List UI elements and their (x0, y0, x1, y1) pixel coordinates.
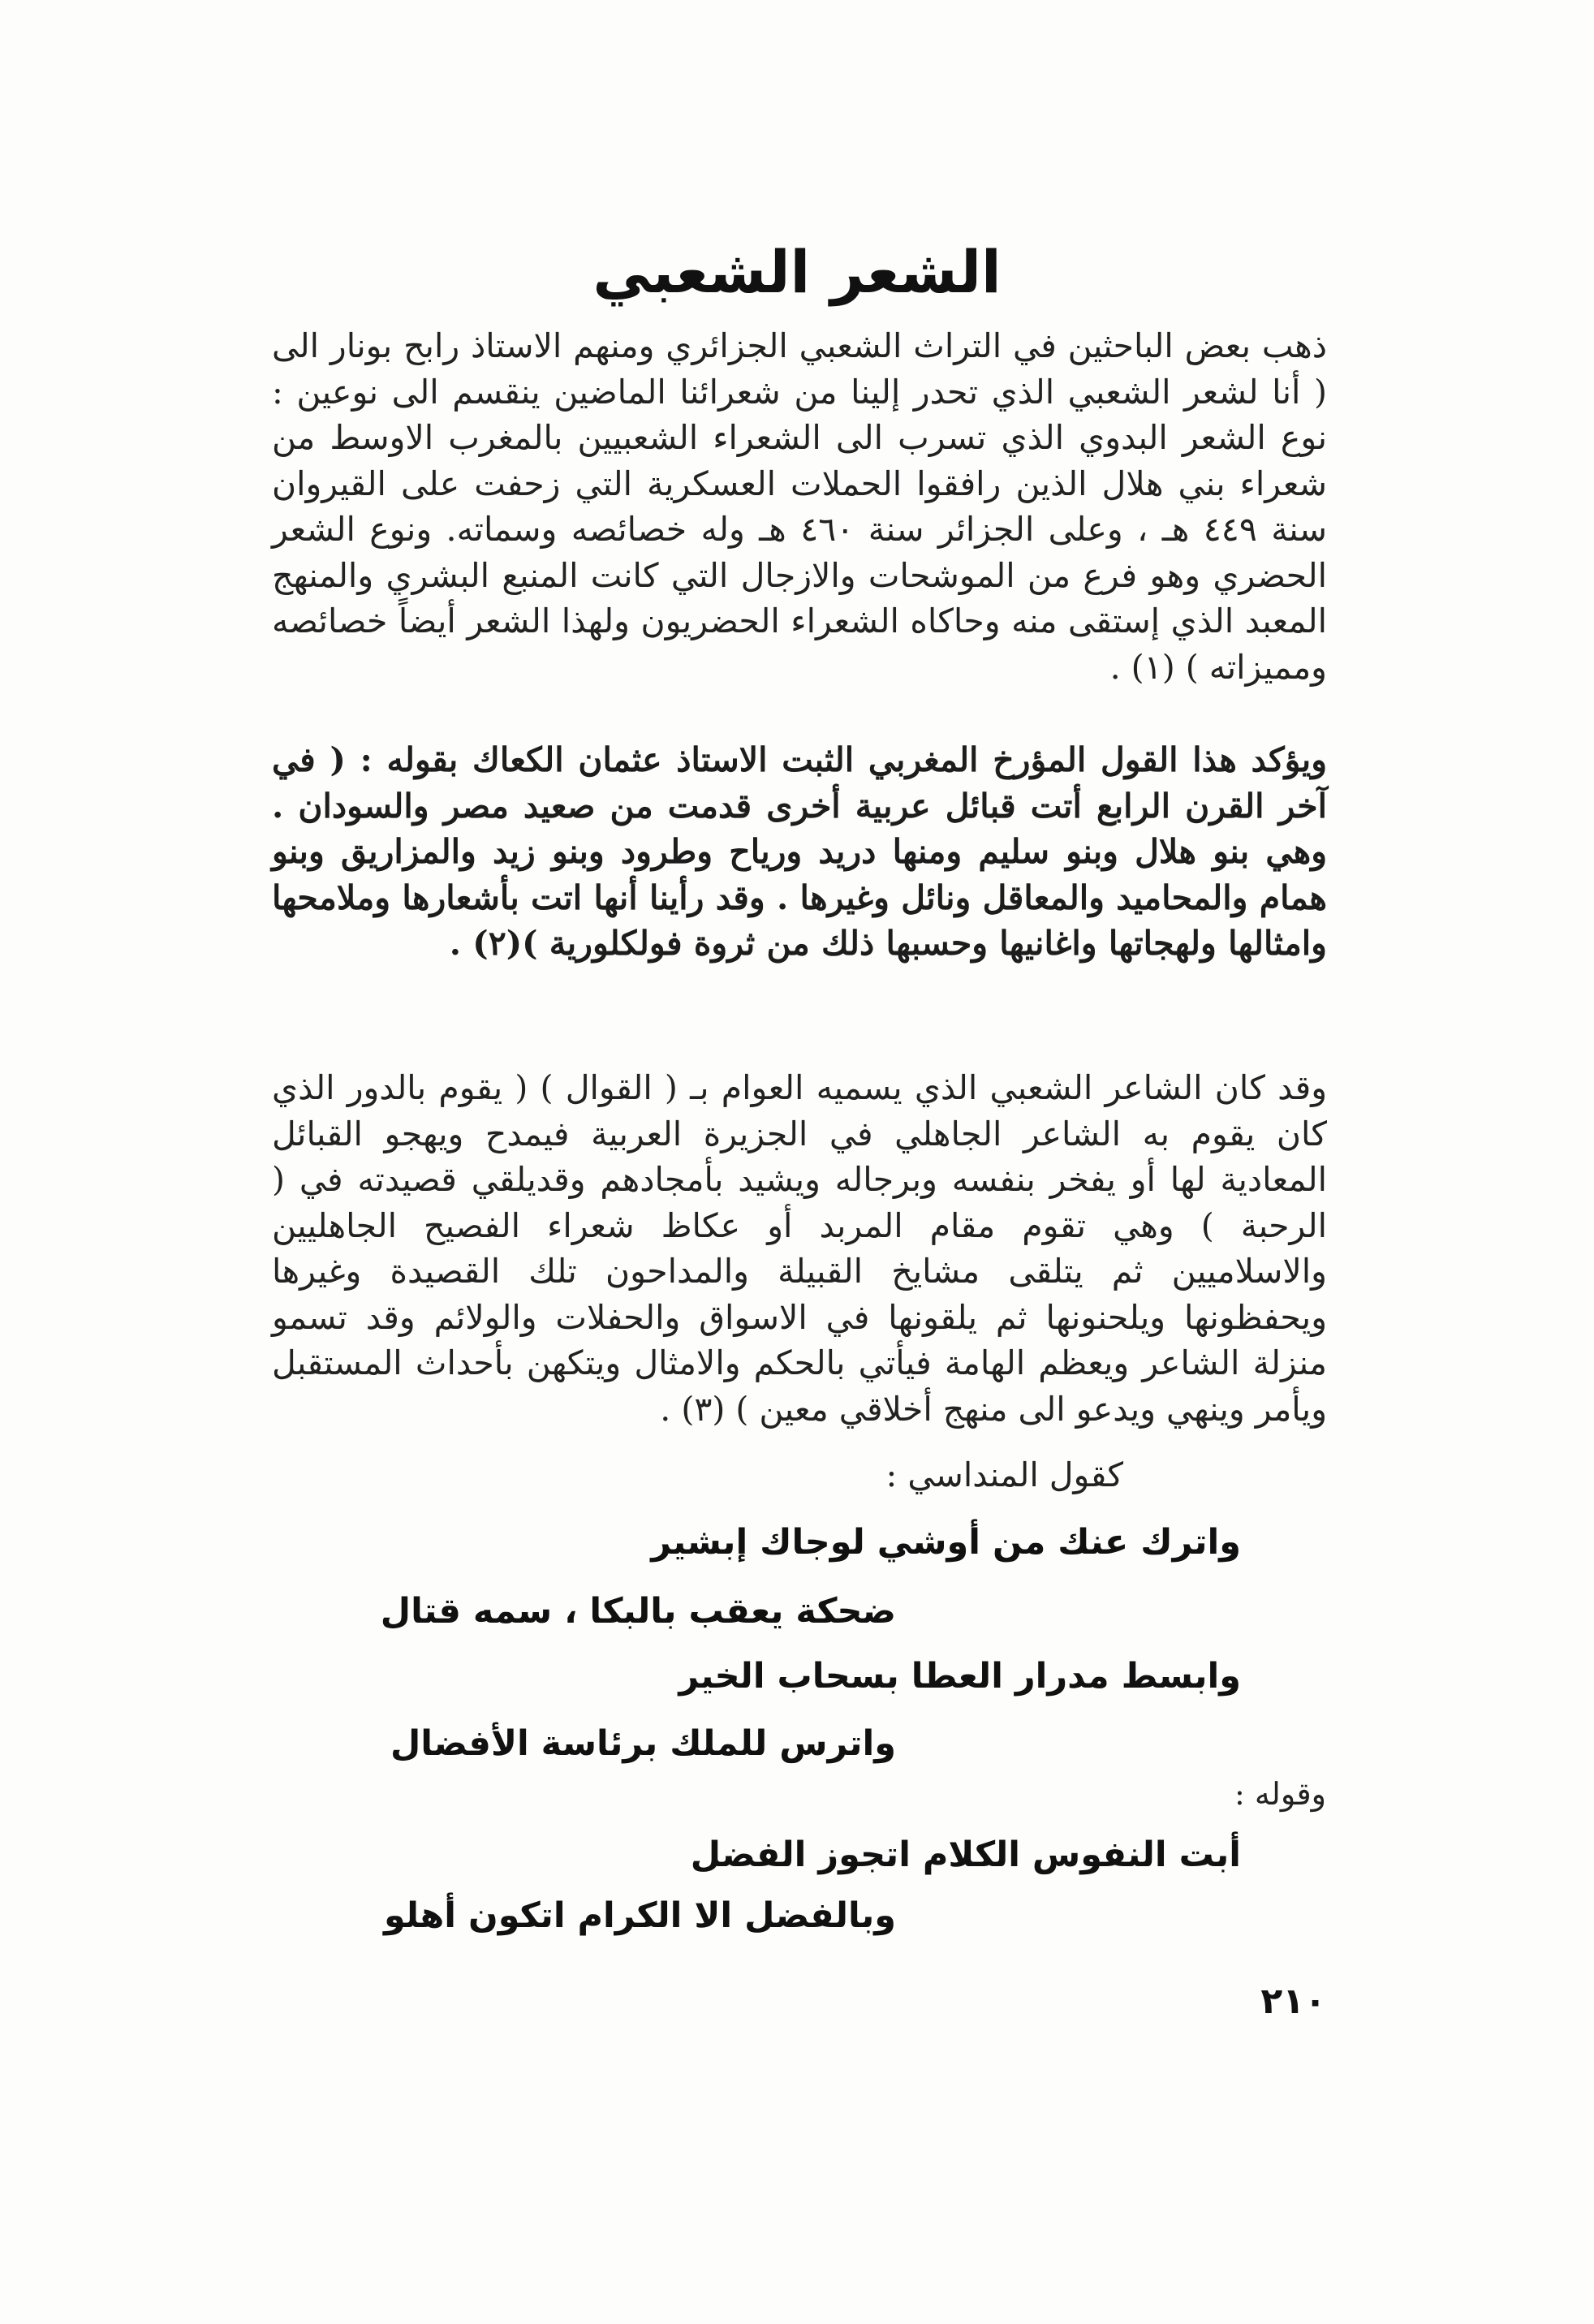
paragraph-text: وقد كان الشاعر الشعبي الذي يسميه العوام بـ ( القوال ) ( يقوم بالدور الذي كان يقوم به الشاعر الجاهلي في الجزيرة العربية فيمدح ويهجو القبائل المعادية لها أو يفخر بنفسه وبرجاله ويشيد بأمجادهم وقديلقي قصيدته في ( الرحبة ) وهي تقوم مقام المربد أو عكاظ شعراء الفصيح الجاهليين والاسلاميين ثم يتلقى مشايخ القبيلة والمداحون تلك القصيدة وغيرها ويحفظونها ويلحنونها ثم يلقونها في الاسواق والحفلات والولائم وقد تسمو منزلة الشاعر ويعظم الهامة فيأتي بالحكم والامثال ويتكهن بأحداث المستقبل ويأمر وينهي ويدعو الى منهج أخلاقي معين ) (٣) . (272, 1068, 1327, 1429)
paragraph-2 (272, 737, 1327, 967)
paragraph-text: ذهب بعض الباحثين في التراث الشعبي الجزائري ومنهم الاستاذ رابح بونار الى ( أنا لشعر الشعبي الذي تحدر إلينا من شعرائنا الماضين ينقسم الى نوعين : نوع الشعر البدوي الذي تسرب الى الشعراء الشعبيين بالمغرب الاوسط من شعراء بني هلال الذين رافقوا الحملات العسكرية التي زحفت على القيروان سنة ٤٤٩ هـ ، وعلى الجزائر سنة ٤٦٠ هـ وله خصائصه وسماته. ونوع الشعر الحضري وهو فرع من الموشحات والازجال التي كانت المنبع البشري والمنهج المعبد الذي إستقى منه وحاكاه الشعراء الحضريون ولهذا الشعر أيضاً خصائصه ومميزاته ) (١) . (272, 326, 1327, 687)
page-title: الشعر الشعبي (592, 238, 1002, 306)
paragraph-1 (272, 323, 1327, 690)
poem-1-verse-2: ضحكة يعقب بالبكا ، سمه قتال (380, 1591, 896, 1632)
paragraph-text: ويؤكد هذا القول المؤرخ المغربي الثبت الاستاذ عثمان الكعاك بقوله : ( في آخر القرن الرابع أتت قبائل عربية أخرى قدمت من صعيد مصر والسودان . وهي بنو هلال وبنو سليم ومنها دريد ورياح وطرود وبنو زيد والمزاريق وبنو همام والمحاميد والمعاقل ونائل وغيرها . وقد رأينا أنها اتت بأشعارها وملامحها وامثالها ولهجاتها واغانيها وحسبها ذلك من ثروة فولكلورية )(٢) . (272, 740, 1327, 963)
page-number: ٢١٠ (1260, 1981, 1326, 2022)
poem-2-verse-2: وبالفضل الا الكرام اتكون أهلو (383, 1895, 896, 1936)
poem-1-verse-4: واترس للملك برئاسة الأفضال (390, 1723, 896, 1764)
paragraph-3 (272, 1065, 1327, 1432)
poem-2-intro: وقوله : (1234, 1776, 1326, 1812)
poem-1-verse-3: وابسط مدرار العطا بسحاب الخير (679, 1656, 1241, 1697)
poem-2-verse-1: أبت النفوس الكلام اتجوز الفضل (690, 1835, 1241, 1875)
poem-1-intro: كقول المنداسي : (885, 1455, 1123, 1494)
poem-1-verse-1: واترك عنك من أوشي لوجاك إبشير (651, 1522, 1241, 1563)
